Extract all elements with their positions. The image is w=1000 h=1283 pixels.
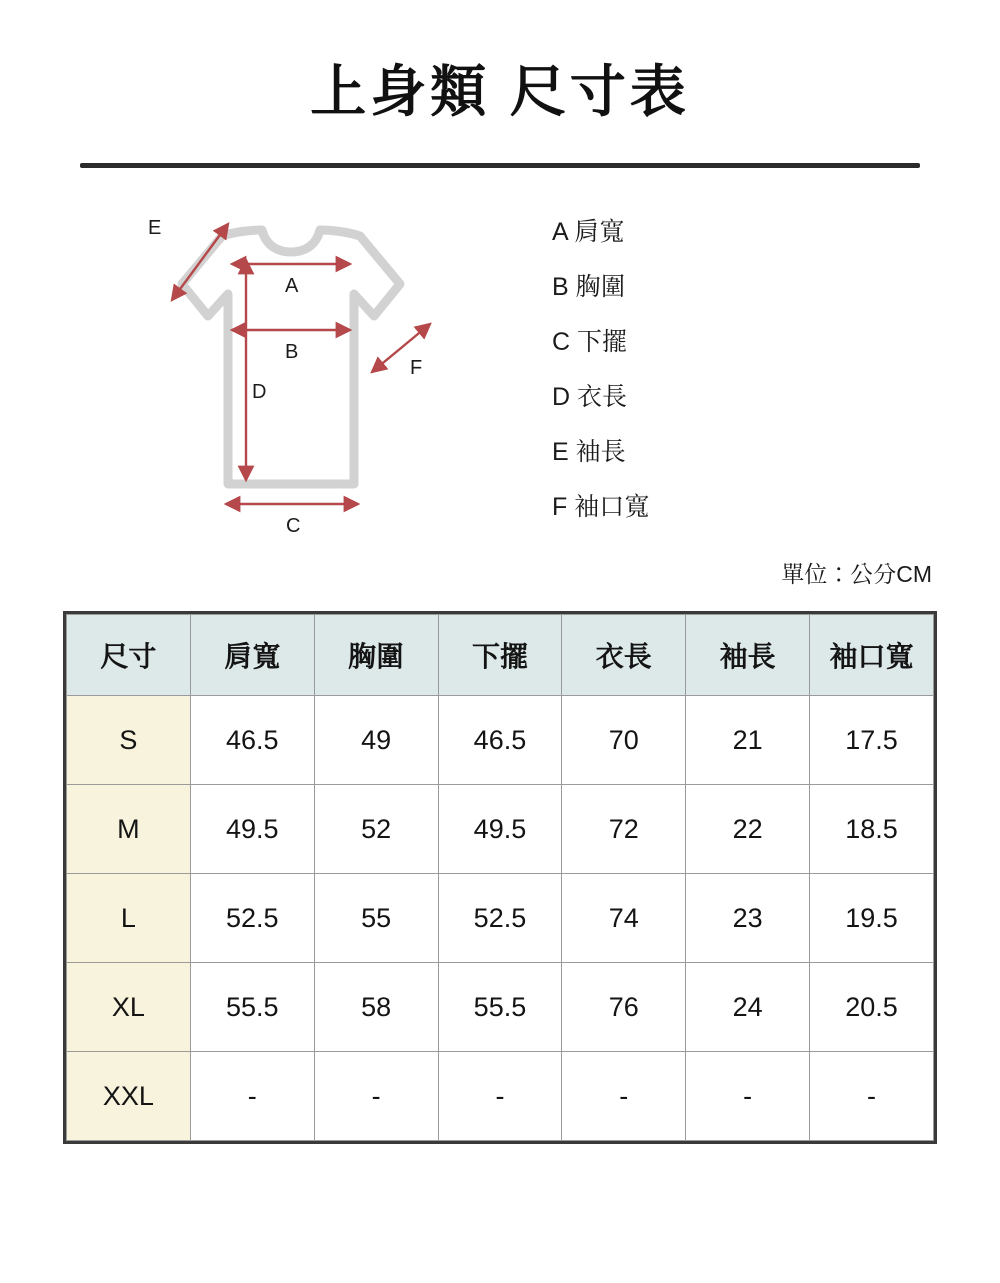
cell-cuff: - bbox=[810, 1052, 934, 1141]
cell-hem: 46.5 bbox=[438, 696, 562, 785]
size-table-body bbox=[67, 696, 934, 1141]
cell-cuff: 19.5 bbox=[810, 874, 934, 963]
measure-line-c bbox=[226, 504, 358, 537]
size-table-head bbox=[67, 615, 934, 696]
table-row bbox=[67, 1052, 934, 1141]
cell-shoulder: - bbox=[190, 1052, 314, 1141]
cell-sleeve: 21 bbox=[686, 696, 810, 785]
cell-shoulder: 49.5 bbox=[190, 785, 314, 874]
cell-chest: 55 bbox=[314, 874, 438, 963]
cell-hem: 52.5 bbox=[438, 874, 562, 963]
row-size-label: S bbox=[67, 696, 191, 785]
header-cuff: 袖口寬 bbox=[810, 615, 934, 696]
legend-item-b: B 胸圍 bbox=[552, 273, 626, 302]
label-a: A bbox=[285, 275, 299, 298]
size-table bbox=[66, 614, 934, 1141]
measure-line-b bbox=[232, 330, 350, 363]
row-size-label: XL bbox=[67, 963, 191, 1052]
header-sleeve: 袖長 bbox=[686, 615, 810, 696]
measure-line-f bbox=[372, 324, 430, 379]
cell-cuff: 18.5 bbox=[810, 785, 934, 874]
table-row bbox=[67, 785, 934, 874]
table-row bbox=[67, 963, 934, 1052]
cell-shoulder: 46.5 bbox=[190, 696, 314, 785]
legend-item-c: C 下擺 bbox=[552, 328, 628, 357]
label-d: D bbox=[252, 381, 267, 404]
cell-chest: 49 bbox=[314, 696, 438, 785]
legend-item-f: F 袖口寬 bbox=[552, 493, 650, 522]
header-chest: 胸圍 bbox=[314, 615, 438, 696]
cell-length: 76 bbox=[562, 963, 686, 1052]
cell-chest: 58 bbox=[314, 963, 438, 1052]
measure-line-d bbox=[246, 260, 266, 480]
shirt-diagram-svg bbox=[110, 212, 510, 542]
header-hem: 下擺 bbox=[438, 615, 562, 696]
label-f: F bbox=[410, 357, 423, 380]
cell-hem: 55.5 bbox=[438, 963, 562, 1052]
label-c: C bbox=[286, 515, 301, 538]
t-shirt-measurement-diagram bbox=[110, 212, 510, 542]
cell-sleeve: 22 bbox=[686, 785, 810, 874]
size-table-wrapper bbox=[63, 611, 937, 1144]
cell-length: 72 bbox=[562, 785, 686, 874]
cell-chest: 52 bbox=[314, 785, 438, 874]
header-size: 尺寸 bbox=[67, 615, 191, 696]
legend-item-a: A 肩寬 bbox=[552, 218, 625, 247]
table-row bbox=[67, 696, 934, 785]
cell-shoulder: 55.5 bbox=[190, 963, 314, 1052]
diagram-and-legend-section bbox=[0, 212, 1000, 550]
cell-shoulder: 52.5 bbox=[190, 874, 314, 963]
header-length: 衣長 bbox=[562, 615, 686, 696]
title-divider bbox=[80, 163, 920, 168]
cell-length: 74 bbox=[562, 874, 686, 963]
measure-line-a bbox=[232, 264, 350, 297]
row-size-label: M bbox=[67, 785, 191, 874]
row-size-label: L bbox=[67, 874, 191, 963]
cell-cuff: 20.5 bbox=[810, 963, 934, 1052]
cell-sleeve: - bbox=[686, 1052, 810, 1141]
cell-cuff: 17.5 bbox=[810, 696, 934, 785]
legend-item-e: E 袖長 bbox=[552, 438, 626, 467]
cell-hem: - bbox=[438, 1052, 562, 1141]
row-size-label: XXL bbox=[67, 1052, 191, 1141]
cell-hem: 49.5 bbox=[438, 785, 562, 874]
table-header-row bbox=[67, 615, 934, 696]
cell-sleeve: 24 bbox=[686, 963, 810, 1052]
measurement-legend bbox=[552, 212, 649, 550]
unit-note: 單位：公分CM bbox=[781, 561, 932, 588]
cell-length: - bbox=[562, 1052, 686, 1141]
page-title: 上身類 尺寸表 bbox=[310, 60, 690, 123]
cell-sleeve: 23 bbox=[686, 874, 810, 963]
size-chart-page bbox=[0, 58, 1000, 1283]
label-e: E bbox=[148, 217, 162, 240]
cell-chest: - bbox=[314, 1052, 438, 1141]
legend-item-d: D 衣長 bbox=[552, 383, 628, 412]
header-shoulder: 肩寬 bbox=[190, 615, 314, 696]
cell-length: 70 bbox=[562, 696, 686, 785]
table-row bbox=[67, 874, 934, 963]
label-b: B bbox=[285, 341, 299, 364]
